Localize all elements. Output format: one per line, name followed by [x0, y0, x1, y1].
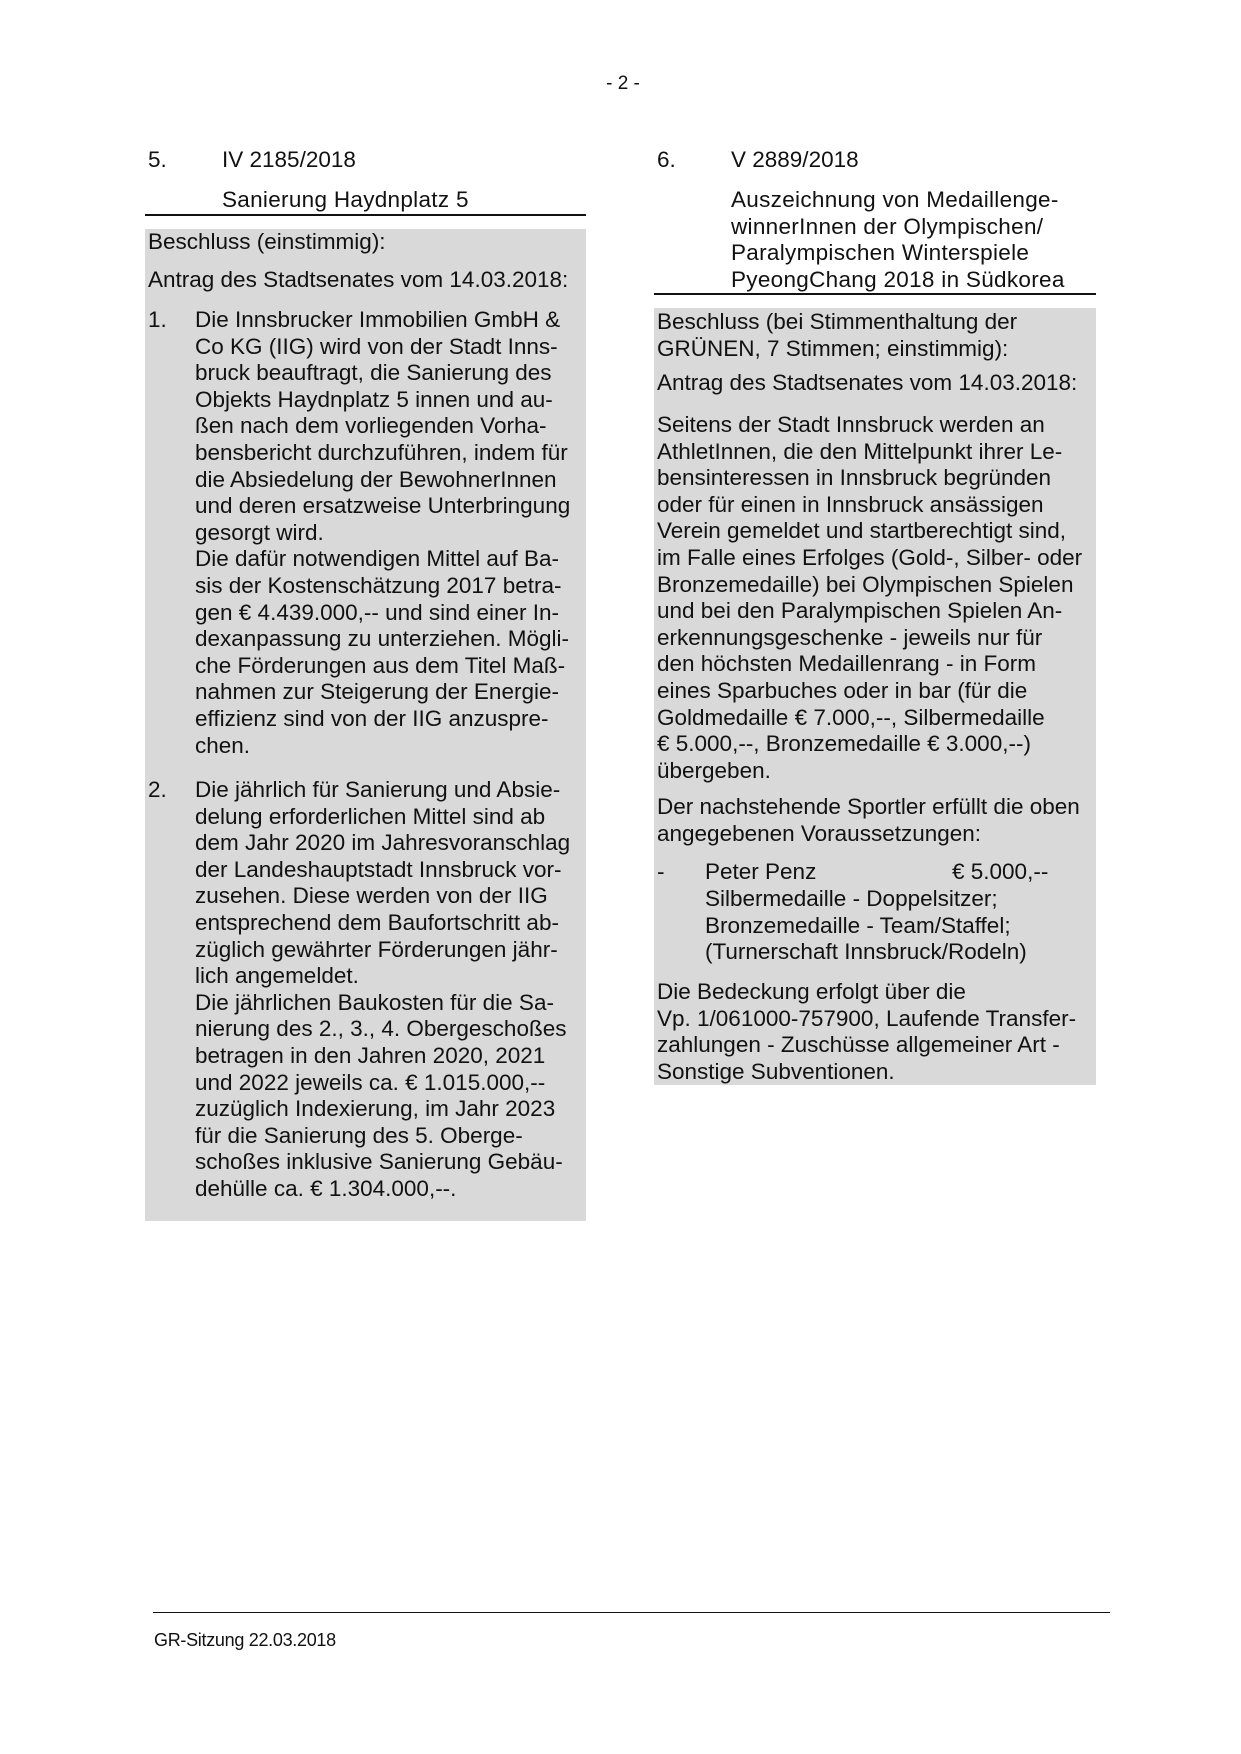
text-line: schoßes inklusive Sanierung Gebäu-	[195, 1149, 563, 1175]
text-line: den höchsten Medaillenrang - in Form	[657, 651, 1036, 677]
text-line: sis der Kostenschätzung 2017 betra-	[195, 572, 562, 598]
text-line: Die jährlichen Baukosten für die Sa-	[195, 989, 554, 1015]
text-line: und 2022 jeweils ca. € 1.015.000,--	[195, 1069, 546, 1095]
footer-text: GR-Sitzung 22.03.2018	[154, 1630, 336, 1650]
text-line: delung erforderlichen Mittel sind ab	[195, 803, 546, 829]
text-line: im Falle eines Erfolges (Gold-, Silber- oder	[657, 544, 1083, 570]
text-line: gen € 4.439.000,-- und sind einer In-	[195, 599, 559, 625]
item-reference: V 2889/2018	[731, 147, 859, 172]
text-line: und bei den Paralympischen Spielen An-	[657, 598, 1063, 624]
text-line: bensinteressen in Innsbruck begründen	[657, 465, 1052, 491]
text-line: Die Innsbrucker Immobilien GmbH &	[195, 307, 561, 332]
intro-paragraph	[657, 794, 1080, 847]
text-line: eines Sparbuches oder in bar (für die	[657, 677, 1028, 703]
text-line: für die Sanierung des 5. Oberge-	[195, 1122, 523, 1148]
text-line: die Absiedelung der BewohnerInnen	[195, 466, 557, 492]
text-line: nahmen zur Steigerung der Energie-	[195, 679, 559, 705]
list-marker: 2.	[148, 777, 167, 802]
decision-label	[657, 309, 1017, 362]
text-line: GRÜNEN, 7 Stimmen; einstimmig):	[657, 335, 1009, 361]
text-line: der Landeshauptstadt Innsbruck vor-	[195, 856, 562, 882]
text-line: dexanpassung zu unterziehen. Mögli-	[195, 626, 569, 652]
text-line: bruck beauftragt, die Sanierung des	[195, 360, 552, 386]
text-line: Goldmedaille € 7.000,--, Silbermedaille	[657, 704, 1045, 730]
text-line: dehülle ca. € 1.304.000,--.	[195, 1175, 457, 1201]
list-marker: 1.	[148, 307, 167, 332]
motion-label: Antrag des Stadtsenates vom 14.03.2018:	[148, 267, 569, 292]
text-line: lich angemeldet.	[195, 963, 359, 989]
text-line: Auszeichnung von Medaillenge-	[731, 187, 1059, 212]
text-line: zahlungen - Zuschüsse allgemeiner Art -	[657, 1032, 1060, 1058]
text-line: Seitens der Stadt Innsbruck werden an	[657, 412, 1045, 437]
text-line: AthletInnen, die den Mittelpunkt ihrer Le-	[657, 438, 1063, 464]
text-line: dem Jahr 2020 im Jahresvoranschlag	[195, 830, 571, 856]
text-line: zuzüglich Indexierung, im Jahr 2023	[195, 1096, 556, 1122]
list-item-text	[195, 777, 570, 1203]
list-marker: -	[657, 859, 665, 884]
funding-paragraph	[657, 979, 1076, 1085]
text-line: angegebenen Voraussetzungen:	[657, 820, 982, 846]
text-line: Silbermedaille - Doppelsitzer;	[705, 886, 998, 911]
text-line: entsprechend dem Baufortschritt ab-	[195, 909, 559, 935]
text-line: Sonstige Subventionen.	[657, 1058, 895, 1084]
text-line: Objekts Haydnplatz 5 innen und au-	[195, 386, 553, 412]
text-line: Der nachstehende Sportler erfüllt die oben	[657, 794, 1080, 819]
text-line: Die Bedeckung erfolgt über die	[657, 979, 966, 1004]
athlete-details	[705, 886, 1027, 966]
text-line: Vp. 1/061000-757900, Laufende Transfer-	[657, 1005, 1077, 1031]
page-number: - 2 -	[606, 73, 640, 94]
text-line: € 5.000,--, Bronzemedaille € 3.000,--)	[657, 731, 1031, 757]
body-paragraph	[657, 412, 1082, 784]
item-number: 6.	[657, 147, 676, 172]
text-line: züglich gewährter Förderungen jähr-	[195, 936, 558, 962]
item-title	[731, 187, 1065, 293]
text-line: chen.	[195, 732, 251, 758]
text-line: und deren ersatzweise Unterbringung	[195, 493, 571, 519]
text-line: ßen nach dem vorliegenden Vorha-	[195, 413, 547, 439]
text-line: che Förderungen aus dem Titel Maß-	[195, 652, 566, 678]
text-line: winnerInnen der Olympischen/	[731, 213, 1044, 239]
text-line: oder für einen in Innsbruck ansässigen	[657, 491, 1044, 517]
text-line: Beschluss (bei Stimmenthaltung der	[657, 309, 1018, 334]
item-title: Sanierung Haydnplatz 5	[222, 187, 469, 212]
text-line: Co KG (IIG) wird von der Stadt Inns-	[195, 333, 558, 359]
text-line: übergeben.	[657, 757, 771, 783]
text-line: gesorgt wird.	[195, 519, 324, 545]
motion-label: Antrag des Stadtsenates vom 14.03.2018:	[657, 370, 1078, 395]
text-line: Bronzemedaille) bei Olympischen Spielen	[657, 571, 1074, 597]
text-line: Verein gemeldet und startberechtigt sind,	[657, 518, 1066, 544]
item-number: 5.	[148, 147, 167, 172]
footer-divider	[153, 1612, 1110, 1613]
list-item-text	[195, 307, 570, 759]
text-line: zusehen. Diese werden von der IIG	[195, 883, 548, 909]
text-line: Bronzemedaille - Team/Staffel;	[705, 912, 1011, 938]
text-line: effizienz sind von der IIG anzuspre-	[195, 705, 549, 731]
text-line: Die jährlich für Sanierung und Absie-	[195, 777, 561, 802]
text-line: PyeongChang 2018 in Südkorea	[731, 266, 1065, 292]
decision-label: Beschluss (einstimmig):	[148, 229, 386, 254]
text-line: bensbericht durchzuführen, indem für	[195, 439, 568, 465]
text-line: (Turnerschaft Innsbruck/Rodeln)	[705, 939, 1027, 965]
title-divider	[145, 214, 586, 216]
text-line: Die dafür notwendigen Mittel auf Ba-	[195, 546, 559, 572]
athlete-name: Peter Penz	[705, 859, 817, 884]
text-line: erkennungsgeschenke - jeweils nur für	[657, 624, 1043, 650]
item-reference: IV 2185/2018	[222, 147, 356, 172]
text-line: nierung des 2., 3., 4. Obergeschoßes	[195, 1016, 567, 1042]
text-line: betragen in den Jahren 2020, 2021	[195, 1042, 546, 1068]
athlete-amount: € 5.000,--	[952, 859, 1049, 884]
text-line: Paralympischen Winterspiele	[731, 240, 1030, 266]
title-divider	[654, 293, 1096, 295]
